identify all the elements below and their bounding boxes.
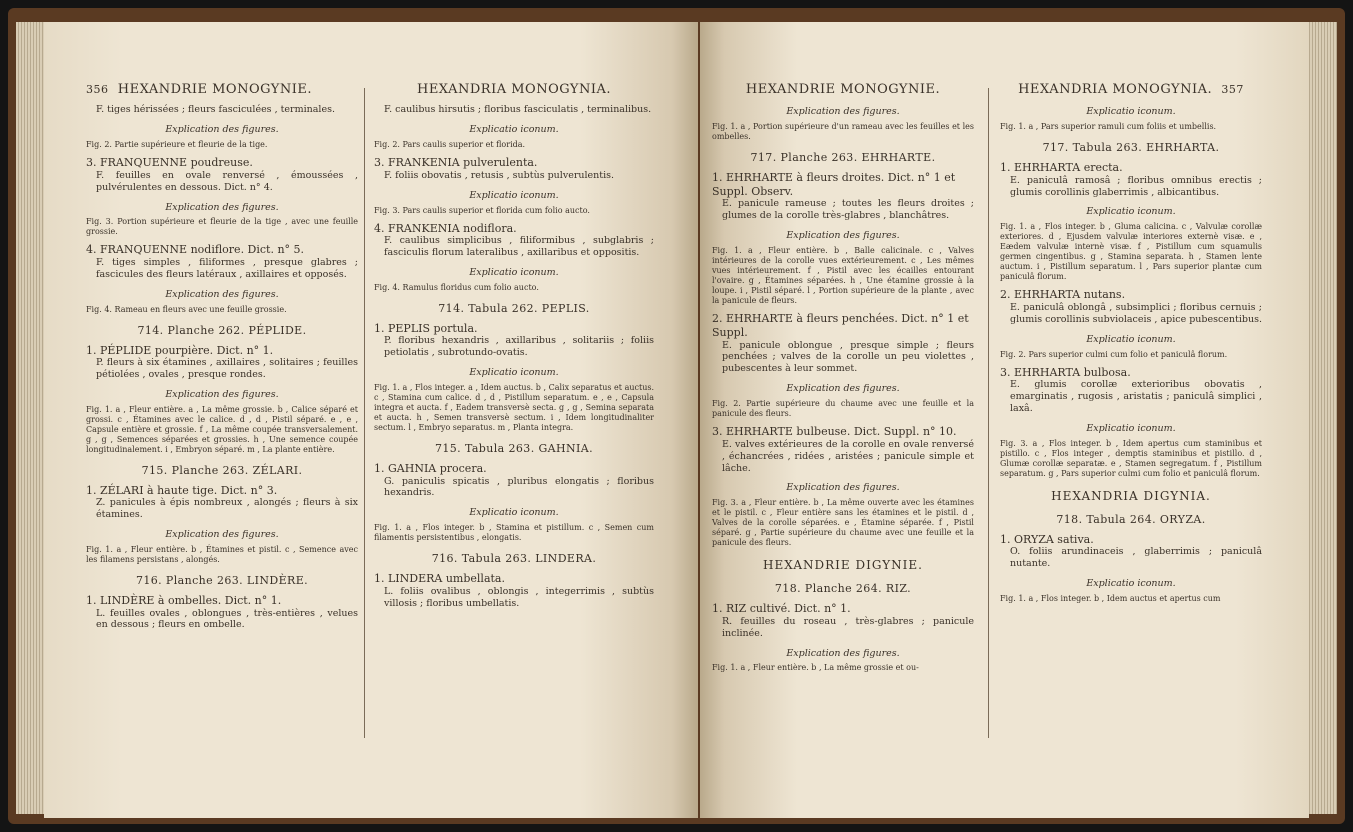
- figure-caption-heading: Explication des figures.: [165, 389, 279, 400]
- running-head-text: HEXANDRIE MONOGYNIE.: [117, 82, 312, 97]
- text-blocks: [86, 104, 358, 631]
- left-page-french-column: [86, 82, 358, 631]
- species-entry-title: 3. EHRHARTA bulbosa.: [1000, 365, 1131, 379]
- page-number: 357: [1221, 83, 1244, 96]
- figure-explanation: Fig. 2. Partie supérieure et fleurie de la tige.: [86, 140, 268, 149]
- right-page: [700, 22, 1309, 818]
- plate-heading: 716. Tabula 263. LINDERA.: [431, 552, 597, 566]
- plate-heading: 715. Tabula 263. GAHNIA.: [434, 442, 594, 455]
- figure-caption-heading: Explication des figures.: [786, 383, 900, 395]
- species-entry-title: 1. EHRHARTA erecta.: [1000, 160, 1123, 174]
- section-heading: HEXANDRIA DIGYNIA.: [1051, 488, 1211, 503]
- species-entry-title: 4. FRANKENIA nodiflora.: [374, 221, 517, 235]
- figure-explanation: Fig. 2. Partie supérieure du chaume avec une feuille et la panicule des fleurs.: [712, 399, 974, 418]
- right-page-latin-column: [1000, 82, 1262, 604]
- plate-heading: 718. Tabula 264. ORYZA.: [1056, 512, 1206, 526]
- figure-explanation: Fig. 1. a , Pars superior ramuli cum foliis et umbellis.: [1000, 122, 1217, 132]
- figure-explanation: Fig. 1. a , Flos integer. b , Idem auctus et apertus cum: [1000, 594, 1221, 603]
- figure-caption-heading: Explicatio iconum.: [1086, 578, 1176, 590]
- plate-heading: 714. Tabula 262. PEPLIS.: [438, 301, 590, 315]
- column-rule: [988, 88, 989, 738]
- figure-explanation: Fig. 3. Portion supérieure et fleurie de la tige , avec une feuille grossie.: [86, 217, 358, 237]
- species-entry-title: 1. PEPLIS portula.: [374, 321, 478, 335]
- open-book: [8, 8, 1345, 824]
- figure-caption-heading: Explication des figures.: [786, 230, 900, 242]
- entry-description: F. feuilles en ovale renversé , émoussées , pulvérulentes en dessous. Dict. n° 4.: [96, 169, 358, 193]
- entry-description: O. foliis arundinaceis , glaberrimis ; paniculâ nutante.: [1010, 546, 1262, 570]
- running-head: HEXANDRIE MONOGYNIE.: [745, 82, 941, 97]
- figure-explanation: Fig. 3. a , Fleur entière. b , La même ouverte avec les étamines et le pistil. c , Fleur entière sans les étamines et le pistil. d , Valves de la corolle séparées. e , Étamine séparée. f , Pistil séparé. g , Partie supérieure du chaume avec une feuille et la panicule des fleurs.: [712, 498, 974, 548]
- figure-caption-heading: Explication des figures.: [165, 124, 279, 136]
- figure-caption-heading: Explicatio iconum.: [469, 189, 559, 201]
- figure-explanation: Fig. 1. a , Fleur entière. b , Balle calicinale. c , Valves intérieures de la corolle vues extérieurement. c , Les mêmes vues intérieurement. f , Pistil avec les écailles entourant l'ovaire. g , Étamines séparées. h , Une étamine grossie à la loupe. i , Pistil séparé. l , Portion supérieure de la plante , avec la panicule de fleurs.: [712, 246, 974, 305]
- figure-explanation: Fig. 2. Pars superior culmi cum folio et paniculâ florum.: [1000, 349, 1228, 359]
- entry-description: P. floribus hexandris , axillaribus , solitariis ; foliis petiolatis , subrotundo-ovatis.: [384, 335, 654, 359]
- figure-explanation: Fig. 1. a , Flos integer. b , Gluma calicina. c , Valvulæ corollæ exteriores. d , Ejusdem valvulæ interiores externè visæ. e , Eædem valvulæ internè visæ. f , Pistillum cum squamulis germen cingentibus. g , Stamina separata. h , Stamen lente auctum. i , Pistillum separatum. l , Pars superior plantæ cum paniculâ florum.: [1000, 222, 1262, 282]
- entry-description: Z. panicules à épis nombreux , alongés ; fleurs à six étamines.: [96, 497, 358, 521]
- figure-explanation: Fig. 2. Pars caulis superior et florida.: [374, 140, 526, 149]
- entry-description: F. caulibus simplicibus , filiformibus , subglabris ; fasciculis florum lateralibus , axillaribus et oppositis.: [384, 235, 654, 259]
- text-blocks: [374, 104, 654, 609]
- figure-caption-heading: Explicatio iconum.: [469, 124, 559, 136]
- figure-caption-heading: Explication des figures.: [165, 201, 279, 213]
- species-entry-title: 1. ZÉLARI à haute tige. Dict. n° 3.: [86, 483, 278, 497]
- text-blocks: [1000, 106, 1262, 604]
- species-entry-title: 1. EHRHARTE à fleurs droites. Dict. n° 1 et Suppl. Observ.: [712, 170, 956, 198]
- column-rule: [364, 88, 365, 738]
- text-blocks: [712, 106, 974, 673]
- entry-description: L. foliis ovalibus , oblongis , integerrimis , subtùs villosis ; floribus umbellatis.: [384, 585, 654, 609]
- entry-description: E. panicule oblongue , presque simple ; fleurs penchées ; valves de la corolle un peu violettes , pubescentes à leur sommet.: [722, 339, 974, 375]
- species-entry-title: 1. RIZ cultivé. Dict. n° 1.: [712, 602, 851, 615]
- figure-explanation: Fig. 1. a , Flos integer. b , Stamina et pistillum. c , Semen cum filamentis persistentibus , elongatis.: [374, 523, 654, 543]
- figure-caption-heading: Explication des figures.: [786, 647, 900, 659]
- entry-description: G. paniculis spicatis , pluribus elongatis ; floribus hexandris.: [384, 475, 654, 499]
- figure-explanation: Fig. 1. a , Fleur entière. b , Étamines et pistil. c , Semence avec les filamens persistans , alongés.: [86, 545, 358, 564]
- entry-description: F. tiges simples , filiformes , presque glabres ; fascicules des fleurs latéraux , axillaires et opposés.: [96, 257, 358, 280]
- species-entry-title: 3. FRANKENIA pulverulenta.: [374, 156, 538, 169]
- entry-description: E. valves extérieures de la corolle en ovale renversé , échancrées , ridées , aristées ; panicule simple et lâche.: [722, 438, 974, 474]
- species-entry-title: 1. GAHNIA procera.: [374, 461, 487, 475]
- figure-caption-heading: Explicatio iconum.: [469, 267, 559, 278]
- left-page: [44, 22, 698, 818]
- species-entry-title: 3. EHRHARTE bulbeuse. Dict. Suppl. n° 10.: [712, 425, 957, 438]
- figure-caption-heading: Explication des figures.: [786, 482, 900, 494]
- figure-caption-heading: Explication des figures.: [786, 106, 900, 118]
- figure-caption-heading: Explicatio iconum.: [1086, 423, 1176, 434]
- entry-description: E. paniculâ ramosâ ; floribus omnibus erectis ; glumis corollinis glaberrimis , albicantibus.: [1010, 174, 1262, 198]
- figure-explanation: Fig. 1. a , Fleur entière. b , La même grossie et ou-: [712, 663, 919, 673]
- species-entry-title: 4. FRANQUENNE nodiflore. Dict. n° 5.: [86, 243, 305, 257]
- figure-caption-heading: Explicatio iconum.: [1086, 206, 1176, 218]
- page-number: 356: [86, 83, 109, 96]
- species-entry-title: 3. FRANQUENNE poudreuse.: [86, 156, 253, 169]
- species-entry-title: 2. EHRHARTE à fleurs penchées. Dict. n° 1 et Suppl.: [712, 312, 969, 339]
- figure-explanation: Fig. 1. a , Flos integer. a , Idem auctus. b , Calix separatus et auctus. c , Stamina cum calice. d , d , Pistillum separatum. e , e , Capsula integra et aucta. f , Eadem transversè secta. g , g , Semina separata et aucta. h , Semen transversè sectum. i , Idem longitudinaliter sectum. l , Embryo separatus. m , Planta integra.: [374, 383, 654, 432]
- entry-description: L. feuilles ovales , oblongues , très-entières , velues en dessous ; fleurs en ombelle.: [96, 607, 358, 631]
- plate-heading: 717. Planche 263. EHRHARTE.: [750, 151, 936, 165]
- figure-explanation: Fig. 3. a , Flos integer. b , Idem apertus cum staminibus et pistillo. c , Flos integer , demptis staminibus et pistillo. d , Glumæ corollæ separatæ. e , Stamen segregatum. f , Pistillum separatum. g , Pars superior culmi cum folio et paniculâ florum.: [1000, 438, 1262, 478]
- figure-caption-heading: Explicatio iconum.: [1086, 106, 1176, 118]
- figure-explanation: Fig. 1. a , Portion supérieure d'un rameau avec les feuilles et les ombelles.: [712, 122, 974, 142]
- figure-caption-heading: Explication des figures.: [165, 288, 279, 300]
- species-entry-title: 1. LINDÈRE à ombelles. Dict. n° 1.: [86, 593, 282, 607]
- figure-caption-heading: Explicatio iconum.: [469, 367, 559, 379]
- running-head: [86, 82, 358, 98]
- species-entry-title: 1. LINDERA umbellata.: [374, 571, 505, 585]
- section-heading: HEXANDRIE DIGYNIE.: [763, 558, 923, 573]
- entry-description: F. tiges hérissées ; fleurs fasciculées , terminales.: [96, 104, 335, 116]
- running-head: [1000, 82, 1262, 98]
- entry-description: E. panicule rameuse ; toutes les fleurs droites ; glumes de la corolle très-glabres , blanchâtres.: [722, 198, 974, 222]
- figure-caption-heading: Explicatio iconum.: [1086, 333, 1176, 345]
- species-entry-title: 1. ORYZA sativa.: [1000, 532, 1094, 546]
- plate-heading: 718. Planche 264. RIZ.: [774, 582, 912, 596]
- left-page-latin-column: [374, 82, 654, 609]
- plate-heading: 716. Planche 263. LINDÈRE.: [135, 574, 309, 587]
- entry-description: F. foliis obovatis , retusis , subtùs pulverulentis.: [384, 169, 615, 181]
- species-entry-title: 1. PÉPLIDE pourpière. Dict. n° 1.: [86, 343, 274, 357]
- figure-explanation: Fig. 4. Rameau en fleurs avec une feuille grossie.: [86, 304, 287, 314]
- figure-caption-heading: Explicatio iconum.: [469, 507, 559, 519]
- entry-description: R. feuilles du roseau , très-glabres ; panicule inclinée.: [722, 615, 974, 639]
- species-entry-title: 2. EHRHARTA nutans.: [1000, 288, 1126, 302]
- plate-heading: 714. Planche 262. PÉPLIDE.: [137, 323, 307, 337]
- running-head-text: HEXANDRIA MONOGYNIA.: [1018, 82, 1213, 97]
- plate-heading: 717. Tabula 263. EHRHARTA.: [1042, 141, 1220, 155]
- right-page-french-column: [712, 82, 974, 673]
- figure-explanation: Fig. 1. a , Fleur entière. a , La même grossie. b , Calice séparé et grossi. c , Étamines avec le calice. d , d , Pistil séparé. e , e , Capsule entière et grossie. f , La même coupée transversalement. g , g , Semences séparées et grossies. h , Une semence coupée longitudinalement. i , Embryon séparé. m , La plante entière.: [86, 404, 358, 454]
- page-edges-left: [16, 22, 46, 814]
- entry-description: E. glumis corollæ exterioribus obovatis , emarginatis , rugosis , aristatis ; paniculâ simplici , laxâ.: [1010, 379, 1262, 415]
- figure-explanation: Fig. 4. Ramulus floridus cum folio aucto.: [374, 282, 539, 292]
- page-edges-right: [1307, 22, 1337, 814]
- plate-heading: 715. Planche 263. ZÉLARI.: [141, 463, 303, 477]
- entry-description: P. fleurs à six étamines , axillaires , solitaires ; feuilles pétiolées , ovales , presque rondes.: [96, 357, 358, 381]
- entry-description: E. paniculâ oblongâ , subsimplici ; floribus cernuis ; glumis corollinis subviolaceis , apice pubescentibus.: [1010, 302, 1263, 325]
- figure-explanation: Fig. 3. Pars caulis superior et florida cum folio aucto.: [374, 205, 590, 215]
- entry-description: F. caulibus hirsutis ; floribus fasciculatis , terminalibus.: [384, 104, 652, 116]
- figure-caption-heading: Explication des figures.: [165, 529, 279, 541]
- running-head: HEXANDRIA MONOGYNIA.: [416, 82, 612, 97]
